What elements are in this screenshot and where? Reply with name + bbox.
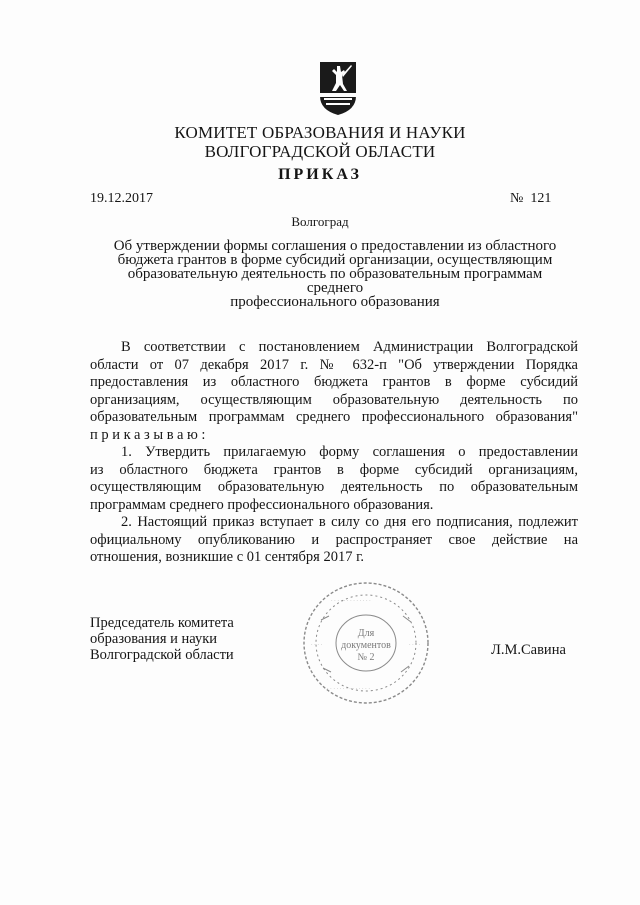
svg-text:· · · · · · · · · · · · ·: · · · · · · · · · · · · · [331, 598, 371, 604]
item-1-line: осуществляющим образовательную деятельность по образовательным [90, 479, 578, 495]
document-type-title: ПРИКАЗ [278, 166, 362, 183]
city-name: Волгоград [291, 214, 349, 229]
body-line: организациям, осуществляющим образовательную деятельность по [90, 391, 578, 408]
number-sign: № [510, 191, 524, 206]
body-line: области от 07 декабря 2017 г. № 632-п "Об утверждении Порядка [90, 356, 578, 373]
position-line: Председатель комитета [90, 615, 234, 631]
organization-name-line-1: КОМИТЕТ ОБРАЗОВАНИЯ И НАУКИ [174, 123, 466, 142]
official-stamp [301, 580, 431, 706]
stamp-text-line-2: документов [341, 640, 391, 651]
item-1-line: из областного бюджета грантов в форме субсидий организациям, [90, 461, 578, 478]
order-date: 19.12.2017 [90, 191, 153, 206]
subject-line: профессионального образования [230, 294, 440, 310]
order-subject [100, 239, 570, 309]
subject-line: Об утверждении формы соглашения о предоставлении из областного [113, 238, 557, 254]
subject-line: образовательную деятельность по образовательным программам среднего [127, 266, 543, 296]
stamp-text-line-3: № 2 [357, 652, 375, 663]
coat-of-arms-emblem [318, 60, 358, 116]
svg-text:· · · ·: · · · · [409, 642, 421, 648]
order-word: приказываю: [90, 426, 210, 443]
subject-line: бюджета грантов в форме субсидий организации, осуществляющим [117, 252, 553, 268]
order-number [510, 191, 551, 207]
item-1-line: программам среднего профессионального образования. [90, 496, 434, 513]
item-2-line: 2. Настоящий приказ вступает в силу со дня его подписания, подлежит [121, 514, 578, 530]
signatory-position [90, 615, 234, 663]
body-line: В соответствии с постановлением Администрации Волгоградской [121, 339, 578, 355]
position-line: Волгоградской области [90, 647, 234, 663]
svg-text:· · · ·: · · · · [311, 642, 323, 648]
body-line: предоставления из областного бюджета грантов в форме субсидий [90, 374, 578, 390]
item-1-line: 1. Утвердить прилагаемую форму соглашения о предоставлении [121, 444, 578, 460]
signatory-name: Л.М.Савина [491, 642, 566, 658]
number-value: 121 [530, 191, 552, 206]
stamp-text-line-1: Для [357, 628, 375, 639]
position-line: образования и науки [90, 631, 218, 647]
organization-name-line-2: ВОЛГОГРАДСКОЙ ОБЛАСТИ [204, 142, 436, 161]
item-2-line: официальному опубликованию и распространяет свое действие на [90, 531, 578, 548]
item-2-line: отношения, возникшие с 01 сентября 2017 г. [90, 549, 365, 565]
body-line: образовательным программам среднего профессионального образования" [90, 409, 578, 425]
order-body [90, 339, 578, 567]
svg-text:· · · · · · · · · · · · · ·: · · · · · · · · · · · · · · [327, 686, 370, 692]
